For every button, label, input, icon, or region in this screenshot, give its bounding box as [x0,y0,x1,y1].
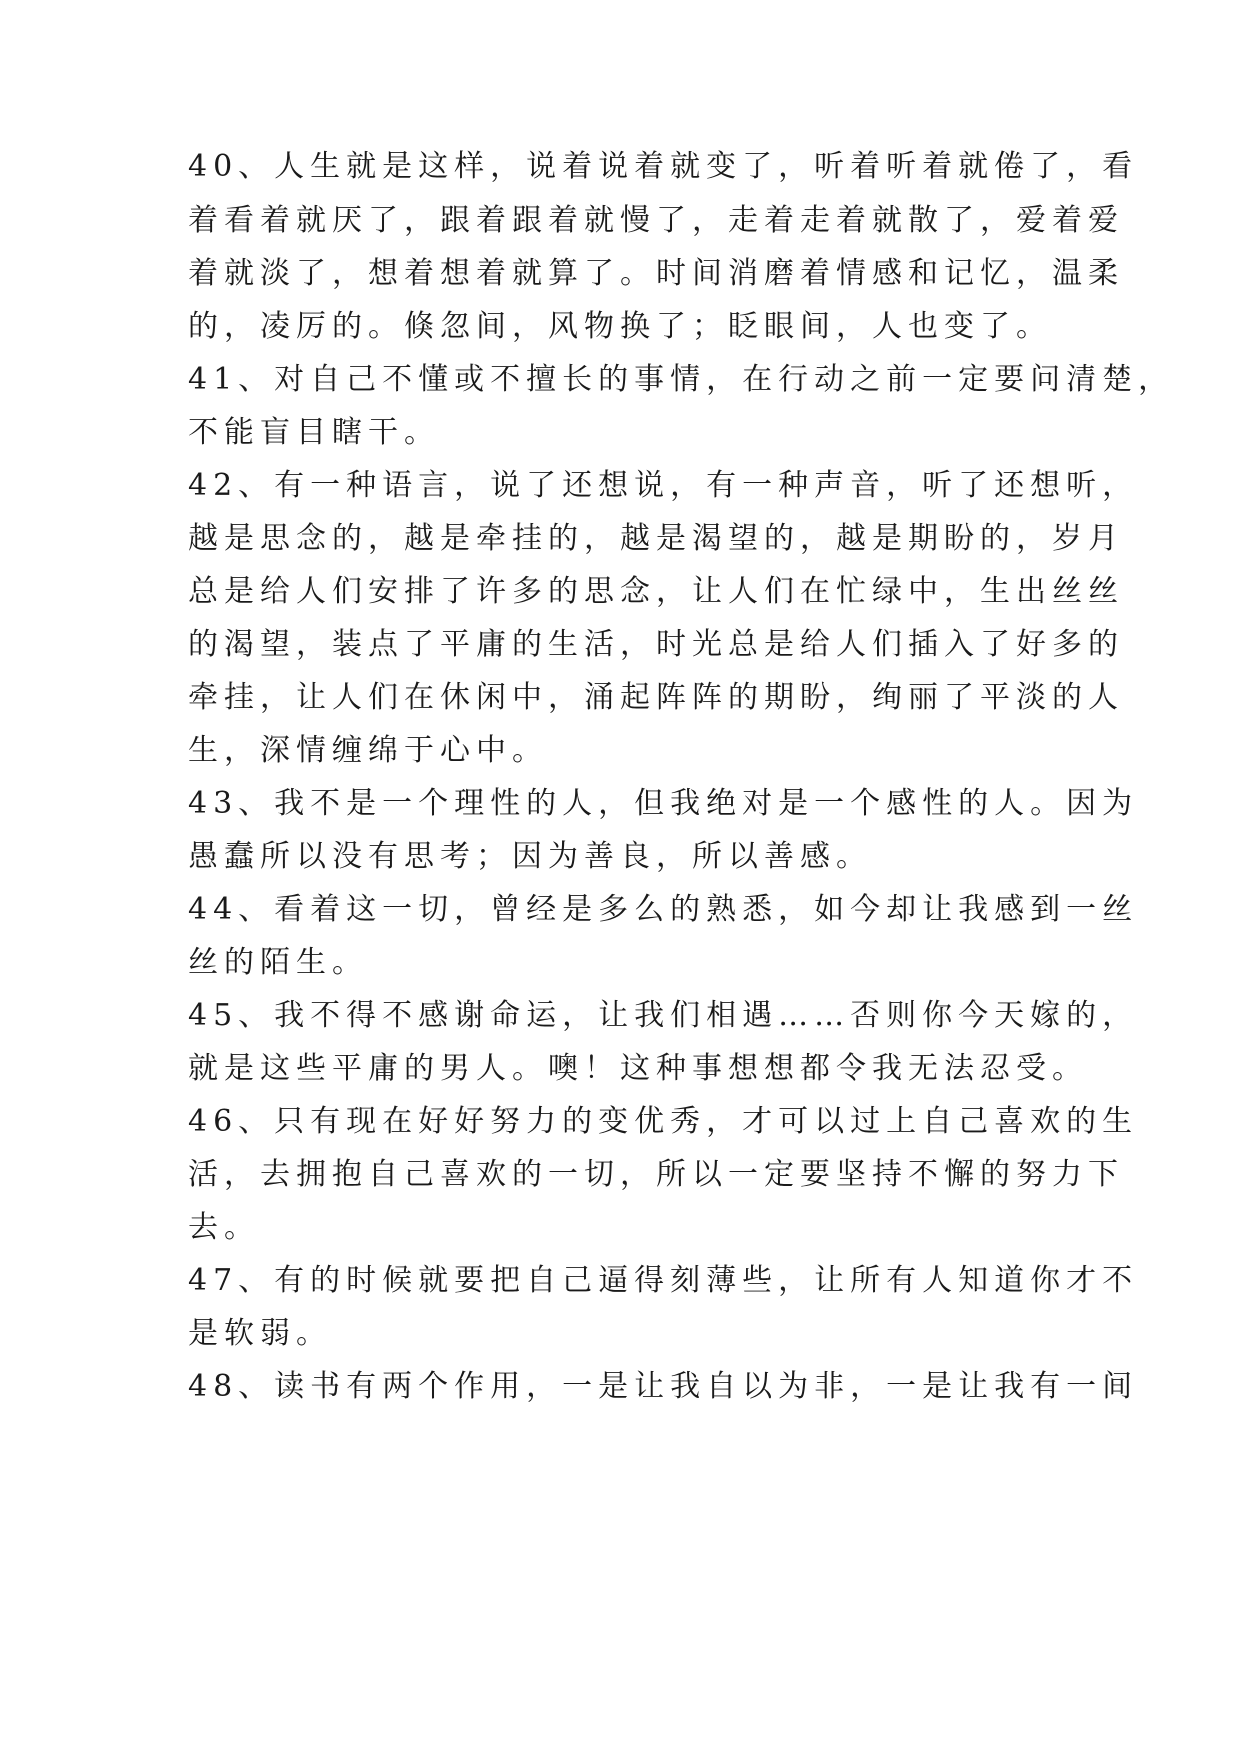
text-line: 41、对自己不懂或不擅长的事情，在行动之前一定要问清楚， [188,362,1175,397]
text-line: 是软弱。 [188,1316,332,1351]
text-line: 40、人生就是这样，说着说着就变了，听着听着就倦了，看 [188,149,1139,184]
text-line: 活，去拥抱自己喜欢的一切，所以一定要坚持不懈的努力下 [188,1157,1124,1192]
text-line: 丝的陌生。 [188,945,368,980]
text-line: 着就淡了，想着想着就算了。时间消磨着情感和记忆，温柔 [188,256,1124,291]
text-line: 愚蠢所以没有思考；因为善良，所以善感。 [188,839,872,874]
text-line: 45、我不得不感谢命运，让我们相遇……否则你今天嫁的， [188,998,1139,1033]
text-line: 42、有一种语言，说了还想说，有一种声音，听了还想听， [188,468,1139,503]
text-line: 生，深情缠绵于心中。 [188,733,548,768]
text-line: 46、只有现在好好努力的变优秀，才可以过上自己喜欢的生 [188,1104,1139,1139]
text-line: 牵挂，让人们在休闲中，涌起阵阵的期盼，绚丽了平淡的人 [188,680,1124,715]
text-line: 去。 [188,1210,260,1245]
text-line: 的渴望，装点了平庸的生活，时光总是给人们插入了好多的 [188,627,1124,662]
text-line: 43、我不是一个理性的人，但我绝对是一个感性的人。因为 [188,786,1139,821]
text-line: 不能盲目瞎干。 [188,415,440,450]
text-line: 48、读书有两个作用，一是让我自以为非，一是让我有一间 [188,1369,1139,1404]
text-line: 的，凌厉的。倏忽间，风物换了；眨眼间，人也变了。 [188,309,1052,344]
text-line: 总是给人们安排了许多的思念，让人们在忙绿中，生出丝丝 [188,574,1124,609]
text-line: 越是思念的，越是牵挂的，越是渴望的，越是期盼的，岁月 [188,521,1124,556]
text-line: 44、看着这一切，曾经是多么的熟悉，如今却让我感到一丝 [188,892,1139,927]
text-line: 着看着就厌了，跟着跟着就慢了，走着走着就散了，爱着爱 [188,203,1124,238]
text-line: 47、有的时候就要把自己逼得刻薄些，让所有人知道你才不 [188,1263,1139,1298]
text-line: 就是这些平庸的男人。噢！这种事想想都令我无法忍受。 [188,1051,1088,1086]
